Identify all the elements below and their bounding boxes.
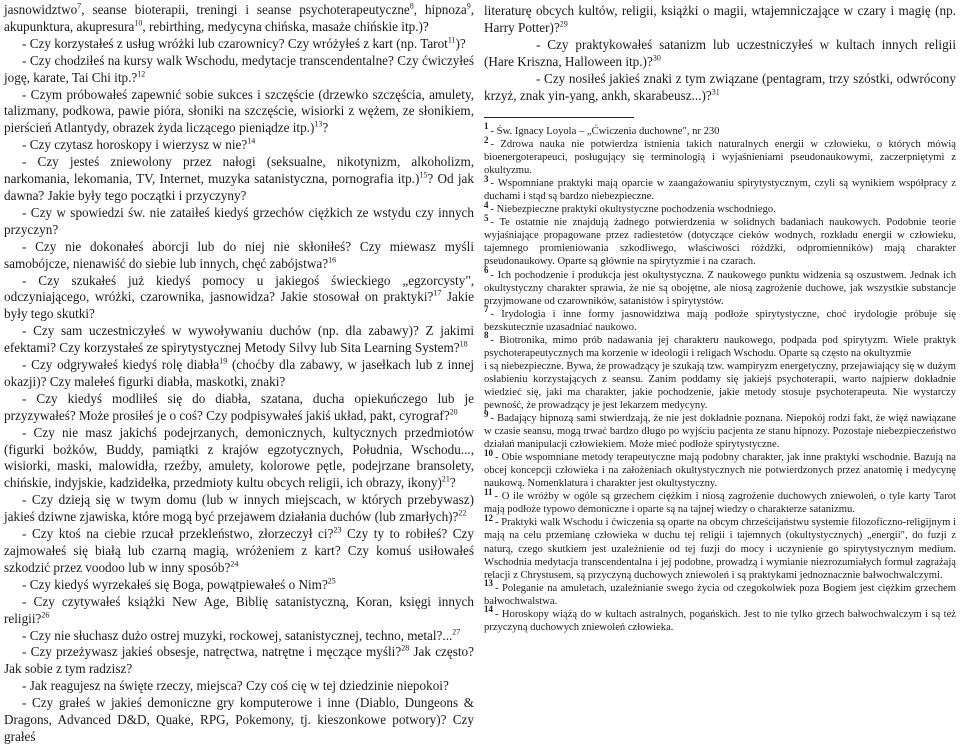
question-paragraph — [4, 323, 474, 357]
footnote-text: - Ich pochodzenie i produkcja jest okultystyczna. Z naukowego punktu widzenia są oszustwem. Jednak ich okultystyczny charakter sprawia, że nie są obojętne, ale niosą zagrożenie duchowe, jak wszystkie substancje przyjmowane od czarowników, satanistów i spirytystów. — [484, 269, 956, 307]
footnote-number: 4 — [484, 199, 489, 210]
question-paragraph — [4, 425, 474, 493]
footnote-ref: 21 — [441, 474, 450, 484]
footnote-ref: 17 — [433, 289, 442, 299]
question-paragraph — [4, 644, 474, 678]
text-run: - Czy jesteś zniewolony przez nałogi (seksualne, nikotynizm, alkoholizm, narkomania, lekomania, TV, Internet, muzyka satanistyczna, pornografia itp.) — [4, 154, 474, 187]
text-run: , akupunktura, akupresura — [4, 2, 474, 34]
question-paragraph — [4, 492, 474, 526]
question-paragraph — [4, 53, 474, 87]
text-run: (choćby dla zabawy, w jasełkach lub z innej okazji)? Czy malełeś figurki diabła, maskotki, znaki? — [4, 357, 474, 389]
text-run: - Czy korzystałeś z usług wróżki lub czarownicy? Czy wróżyłeś z kart (np. Tarot — [22, 35, 448, 51]
footnote-ref: 26 — [41, 610, 50, 620]
right-text-column — [484, 2, 956, 634]
footnote-text: i są niebezpieczne. Bywa, że prowadzący je szukają tzw. wampiryzm energetyczny, przejawiający się w dużym osłabieniu korzystających z seansu. Zanim poddamy się jakiejś psychoterapii, warto najpierw dokładnie wiedzieć się, jaki ma charakter, jakie pochodzenie, jakie metody stosuje psychoterapeuta. Nie wystarczy pewność, że prowadzący je jest lekarzem medycyny. — [484, 360, 956, 411]
footnote — [484, 360, 956, 412]
text-run: - Czy czytasz horoskopy i wierzysz w nie? — [22, 137, 248, 153]
text-run: jasnowidztwo — [4, 2, 78, 17]
text-run: - Czy sam uczestniczyłeś w wywoływaniu duchów (np. dla zabawy)? Z jakimi efektami? Czy korzystałeś ze spirytystycznej Metody Silvy lub Sita Learning System? — [4, 323, 474, 356]
footnote-number: 14 — [484, 604, 493, 615]
footnote-text: - Zdrowa nauka nie potwierdza istnienia takich naturalnych energii w człowieku, o których mówią bioenergoterapeuci, posługujący się terminologią i wyjaśnieniami pseudonaukowymi, zaczerpniętymi z okultyzmu. — [484, 139, 956, 177]
text-run: - Jak reagujesz na święte rzeczy, miejsca? Czy coś cię w tej dziedzinie niepokoi? — [22, 678, 449, 694]
footnote-ref: 25 — [327, 576, 336, 586]
footnote — [484, 212, 956, 268]
left-text-column — [4, 2, 474, 746]
footnote — [484, 578, 956, 608]
footnote-number: 2 — [484, 134, 489, 145]
footnote-ref: 14 — [247, 136, 256, 146]
text-run: Jakie były tego skutki? — [4, 289, 474, 322]
text-run: - Czy w spowiedzi św. nie zataiłeś kiedyś grzechów ciężkich ze wstydu czy innych przyczyn? — [4, 204, 474, 237]
footnote-ref: 31 — [711, 87, 720, 97]
footnote-ref: 16 — [328, 255, 337, 265]
text-run: - Czy praktykowałeś satanizm lub uczestniczyłeś w kultach innych religii (Hare Kriszna, Halloween itp.)? — [484, 37, 956, 69]
footnote-ref: 7 — [77, 1, 82, 11]
footnote-ref: 20 — [449, 407, 458, 417]
text-run: - Czy nie słuchasz dużo ostrej muzyki, rockowej, satanistycznej, techno, metal?... — [22, 627, 453, 643]
text-run: - Czy nie dokonałeś aborcji lub do niej nie skłoniłeś? Czy miewasz myśli samobójcze, nienawiść do siebie lub innych, chęć zabójstwa? — [4, 238, 474, 271]
footnote — [484, 304, 956, 334]
footnote-ref: 8 — [409, 1, 414, 11]
text-run: , rebirthing, medycyna chińska, masaże chińskie itp.)? — [142, 18, 429, 34]
footnote-number: 6 — [484, 264, 489, 275]
question-paragraph — [4, 357, 474, 391]
text-run: - Czy chodziłeś na kursy walk Wschodu, medytacje transcendentalne? Czy ćwiczyłeś jogę, karate, Tai Chi itp.? — [4, 52, 474, 85]
footnote-number: 12 — [484, 512, 493, 523]
footnotes-section — [484, 121, 956, 634]
footnote-ref: 19 — [219, 356, 228, 366]
question-paragraph — [4, 87, 474, 138]
footnote-text: - Te ostatnie nie znajdują żadnego potwierdzenia w solidnych badaniach naukowych. Podobnie teorie wyjaśniające propagowane przez radiestetów (dotyczące cieków wodnych, rozkładu energii w człowieku, tajemnego promieniowania szkodliwego, właściwości różdżki, odpromienników) mają charakter pseudonaukowy. Oparte są głównie na spirytyzmie i na czarach. — [484, 217, 956, 268]
footnote-ref: 27 — [452, 627, 461, 637]
footnote-ref: 22 — [458, 508, 467, 518]
question-paragraph — [4, 36, 474, 53]
footnote-ref: 30 — [652, 53, 661, 63]
text-run: - Czy szukałeś już kiedyś pomocy u jakiegoś świeckiego „egzorcysty", odczyniającego, wróżki, czarownika, jasnowidza? Jakie stosował on praktyki? — [4, 272, 474, 305]
footnote-text: - Poleganie na amuletach, uzależnianie swego życia od czegokolwiek poza Bogiem jest ciężkim grzechem bałwochwalstwa. — [484, 582, 956, 607]
footnote-ref: 24 — [230, 559, 239, 569]
question-paragraph — [4, 695, 474, 746]
footnote-ref: 15 — [419, 170, 428, 180]
footnote-ref: 28 — [401, 644, 410, 654]
text-run: - Czy nie masz jakichś podejrzanych, demonicznych, kultycznych przedmiotów (figurki bożków, Buddy, pamiątki z krajów egzotycznych, Południa, Wschodu..., wisiorki, maski, malowidła, rzeźby, amulety, kolorowe pętle, podejrzane bransolety, chińskie, indyjskie, kadzidełka, przedmioty kultu obcych religii, ich obrazy, ikony) — [4, 424, 474, 491]
footnote — [484, 512, 956, 581]
footnote-number: 1 — [484, 121, 489, 132]
text-run: - Czy odgrywałeś kiedyś rolę diabła — [22, 357, 220, 373]
question-paragraph — [484, 70, 956, 104]
footnote-ref: 18 — [459, 339, 468, 349]
footnote-ref: 10 — [134, 18, 143, 28]
footnote-number: 9 — [484, 408, 489, 419]
text-run: - Czy czytywałeś książki New Age, Biblię satanistyczną, Koran, księgi innych religii? — [4, 593, 474, 626]
footnote-ref: 23 — [333, 525, 342, 535]
footnote-text: - Niebezpieczne praktyki okultystyczne pochodzenia wschodniego. — [490, 204, 776, 216]
question-paragraph — [4, 273, 474, 324]
footnote-text: - Badający hipnozą sami stwierdzają, że nie jest dokładnie poznana. Niepokój rodzi fakt, że więź nawiązane w czasie seansu, mogą trwać bardzo długo po wyjściu pacjenta ze stanu hipnozy. Pozostaje niebezpieczeństwo działań manipulacji człowiekiem. Może mieć podłoże spirytystyczne. — [484, 413, 956, 451]
text-run: ? Od jak dawna? Jakie były tego początki i przyczyny? — [4, 171, 474, 203]
footnote-number: 11 — [484, 486, 493, 497]
footnote — [484, 264, 956, 308]
text-run: - Czy przeżywasz jakieś obsesje, natręctwa, natrętne i męczące myśli? — [22, 644, 402, 660]
footnote-text: - Wspomniane praktyki mają oparcie w zaangażowaniu spirytystycznym, czyli są wynikiem współpracy z duchami i stąd są bardzo niebezpieczne. — [484, 178, 956, 203]
question-paragraph — [484, 36, 956, 70]
text-run: - Czy kiedyś wyrzekałeś się Boga, powątpiewałeś o Nim? — [22, 576, 328, 592]
footnote-ref: 12 — [137, 69, 146, 79]
text-run: - Czy nosiłeś jakieś znaki z tym związane (pentagram, trzy szóstki, odwrócony krzyż, znak yin-yang, ankh, skarabeusz...)? — [484, 71, 956, 103]
text-run: ? — [449, 475, 456, 491]
question-paragraph — [4, 239, 474, 273]
question-paragraph — [4, 678, 474, 695]
question-paragraph — [4, 526, 474, 577]
footnote-text: - Horoskopy wiążą do w kultach astralnych, pogańskich. Jest to nie tylko grzech bałwochwalczym i są też przyczyną duchowych zniewoleń człowieka. — [484, 608, 956, 633]
footnote-ref: 11 — [447, 35, 456, 45]
text-run: )? — [455, 35, 466, 51]
footnote — [484, 447, 956, 490]
footnote-text: - Praktyki walk Wschodu i ćwiczenia są oparte na obcym chrześcijaństwu systemie filozoficzno-religijnym i mają na celu przemianę człowieka w duchu tej religii i tajemnych (okultystycznych) „energii", do fuzji z naturą, czego skutkiem jest uzależnienie od tej fuzji do mocy i uczynienie go spirytystycznym medium. Wschodnia medytacja transcendentalna i jej podobne, prowadzą i wymianie niezrozumiałych formuł zagrażają relacji z Chrystusem, są przyczyną duchowych zniewoleń i są praktykami jednoznacznie bałwochwalczymi. — [484, 517, 956, 581]
footnote-text: - Św. Ignacy Loyola – „Ćwiczenia duchowne", nr 230 — [490, 126, 720, 137]
question-paragraph — [4, 577, 474, 594]
footnote-number: 5 — [484, 212, 489, 223]
footnote-number: 10 — [484, 447, 493, 458]
text-run: Jak często? Jak sobie z tym radzisz? — [4, 644, 475, 677]
footnote — [484, 134, 956, 177]
question-paragraph — [4, 205, 474, 239]
footnote — [484, 604, 956, 634]
footnote-text: - Obie wspomniane metody terapeutyczne mają podobny charakter, jak inne praktyki wschodnie. Bazują na obcej koncepcji człowieka i na założeniach okultystycznych nie potwierdzonych przez anatomię i medycynę naukową. Nomenklatura i charakter jest okultystyczny. — [484, 452, 956, 490]
footnote — [484, 121, 956, 138]
text-run: - Czy ktoś na ciebie rzucał przekleństwo, złorzeczył ci? — [22, 526, 334, 542]
text-run: literaturę obcych kultów, religii, książki o magii, wtajemniczające w czary i magię (np. Harry Potter)? — [484, 3, 956, 35]
text-run: - Czy grałeś w jakieś demoniczne gry komputerowe i inne (Diablo, Dungeons & Dragons, Advanced D&D, Quake, RPG, Pokemony, tj. kieszonkowe potwory)? Czy grałeś — [4, 695, 474, 744]
footnote-ref: 13 — [314, 119, 323, 129]
footnote-text: - O ile wróżby w ogóle są grzechem ciężkim i niosą zagrożenie duchowych zniewoleń, o tyle karty Tarot mają podłoże typowo demoniczne i oparte są na tajnej wiedzy o charakterze satanizmu. — [484, 491, 956, 516]
footnote — [484, 486, 956, 516]
question-paragraph — [484, 2, 956, 36]
text-run: ? — [322, 120, 329, 136]
footnote-ref: 29 — [559, 19, 568, 29]
footnote — [484, 330, 956, 360]
question-paragraph — [4, 391, 474, 425]
footnote-number: 3 — [484, 173, 489, 184]
footnote — [484, 199, 956, 216]
text-run: - Czym próbowałeś zapewnić sobie sukces i szczęście (drzewko szczęścia, amulety, talizmany, podkowa, pawie pióra, słoniki na szczęście, wisiorki z wężem, ze słonikiem, pierścień Atlantydy, obrazek żyda liczącego pieniądze itp.) — [4, 86, 474, 136]
footnote-separator — [484, 117, 634, 118]
question-paragraph — [4, 2, 474, 36]
footnote-number: 13 — [484, 578, 493, 589]
text-run: - Czy dzieją się w twym domu (lub w innych miejscach, w których przebywasz) jakieś dziwne zjawiska, które mogą być przejawem działania duchów (lub zmarłych)? — [4, 492, 474, 525]
footnote — [484, 408, 956, 451]
question-paragraph — [4, 594, 474, 628]
question-paragraph — [4, 628, 474, 645]
question-paragraph — [4, 154, 474, 205]
text-run: , hipnoza — [413, 2, 467, 17]
footnote-text: - Biotronika, mimo prób nadawania jej charakteru naukowego, podpada pod spirytyzm. Wiele praktyk psychoterapeutycznych ma korzenie w ideologii i religach Wschodu. Oparte są często na okultyzmie — [484, 334, 956, 359]
footnote-number: 7 — [484, 304, 489, 315]
question-paragraph — [4, 137, 474, 154]
text-run: Czy ty to robiłeś? Czy zajmowałeś się białą lub czarną magią, wróżeniem z kart? Czy komuś usiłowałeś szkodzić przez voodoo lub w inny sposób? — [4, 526, 475, 575]
right-main-text — [484, 2, 956, 104]
footnote-ref: 9 — [466, 1, 471, 11]
footnote-number: 8 — [484, 330, 489, 341]
text-run: , seanse bioterapii, treningi i seanse psychoterapeutyczne — [81, 2, 410, 17]
footnote-text: - Irydologia i inne formy jasnowidztwa mają podłoże spirytystyczne, choć irydologie próbuje się bezskutecznie uzasadniać naukowo. — [484, 308, 956, 333]
text-run: - Czy kiedyś modliłeś się do diabła, szatana, ducha opiekuńczego lub je przyzywałeś? Może prosiłeś je o coś? Czy podpisywałeś jakiś układ, pakt, cyrograf? — [4, 390, 474, 423]
footnote — [484, 173, 956, 203]
